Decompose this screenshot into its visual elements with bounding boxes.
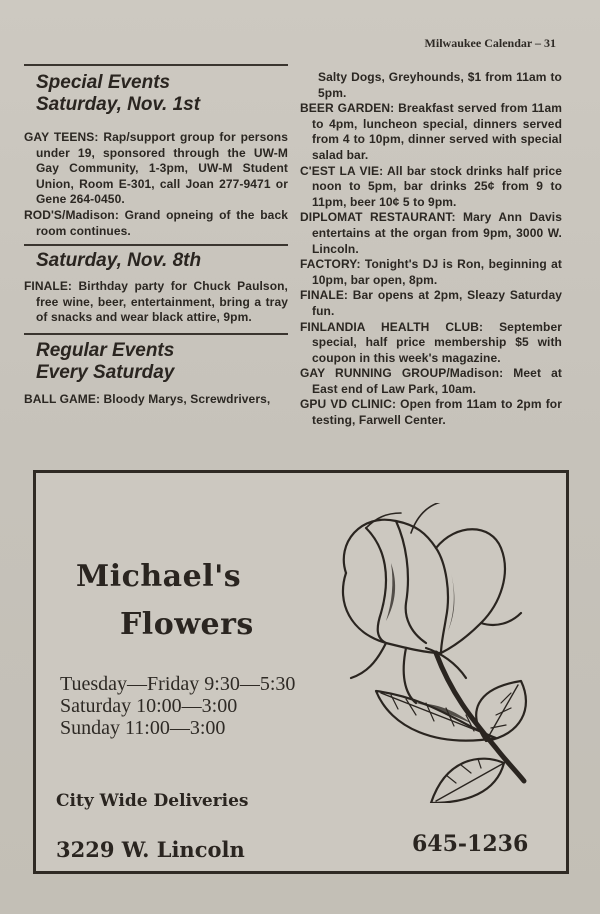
section-title-date-nov-8: Saturday, Nov. 8th xyxy=(36,250,202,272)
left-column xyxy=(24,64,288,408)
ad-name-line2: Flowers xyxy=(120,607,254,642)
listing-diplomat-restaurant: DIPLOMAT RESTAURANT: Mary Ann Davis entertains at the organ from 9pm, 3000 W. Lincoln. xyxy=(300,210,562,256)
ad-deliveries: City Wide Deliveries xyxy=(56,791,249,811)
listing-gay-running-group: GAY RUNNING GROUP/Madison: Meet at East end of Law Park, 10am. xyxy=(300,366,562,396)
listing-gay-teens: GAY TEENS: Rap/support group for persons under 19, sponsored through the UW-M Gay Community, 1-3pm, UW-M Student Union, Room E-301, call Joan 277-9471 or Gene 264-0450. xyxy=(24,130,288,207)
listing-gpu-vd-clinic: GPU VD CLINIC: Open from 11am to 2pm for testing, Farwell Center. xyxy=(300,397,562,428)
listing-rods-madison: ROD'S/Madison: Grand opneing of the back room continues. xyxy=(24,207,288,238)
listing-factory: FACTORY: Tonight's DJ is Ron, beginning at 10pm, bar open, 8pm. xyxy=(300,257,562,287)
listing-cest-la-vie: C'EST LA VIE: All bar stock drinks half price noon to 5pm, bar drinks 25¢ from 9 to 11pm, beer 10¢ 5 to 9pm. xyxy=(300,163,562,209)
listing-finlandia-health-club: FINLANDIA HEALTH CLUB: September special, half price membership $5 with coupon in this week's magazine. xyxy=(300,319,562,365)
ad-address: 3229 W. Lincoln xyxy=(56,837,245,862)
section-title-special-events: Special Events xyxy=(36,72,171,93)
ad-hours xyxy=(60,673,295,739)
michaels-flowers-ad xyxy=(33,470,569,874)
listing-beer-garden: BEER GARDEN: Breakfast served from 11am to 4pm, luncheon special, dinners served from 4 to 10pm, dinner served with special salad bar. xyxy=(300,101,562,162)
section-title-date-nov-1: Saturday, Nov. 1st xyxy=(36,94,201,115)
listing-finale-birthday: FINALE: Birthday party for Chuck Paulson, free wine, beer, entertainment, bring a tray of snacks and wear black attire, 9pm. xyxy=(24,279,288,325)
hours-saturday: Saturday 10:00—3:00 xyxy=(60,695,238,717)
rose-icon xyxy=(306,503,556,803)
listing-ball-game-continued: Salty Dogs, Greyhounds, $1 from 11am to 5pm. xyxy=(318,70,562,100)
running-head: Milwaukee Calendar – 31 xyxy=(424,36,556,50)
ad-name-line1: Michael's xyxy=(76,559,242,594)
section-title-every-saturday: Every Saturday xyxy=(36,361,175,383)
ad-phone: 645-1236 xyxy=(412,831,529,857)
section-title-regular-events: Regular Events xyxy=(36,339,175,361)
right-column xyxy=(300,70,562,429)
hours-weekdays: Tuesday—Friday 9:30—5:30 xyxy=(60,673,296,695)
listing-ball-game: BALL GAME: Bloody Marys, Screwdrivers, xyxy=(24,391,271,406)
hours-sunday: Sunday 11:00—3:00 xyxy=(60,717,226,739)
listing-finale: FINALE: Bar opens at 2pm, Sleazy Saturday fun. xyxy=(300,288,562,318)
